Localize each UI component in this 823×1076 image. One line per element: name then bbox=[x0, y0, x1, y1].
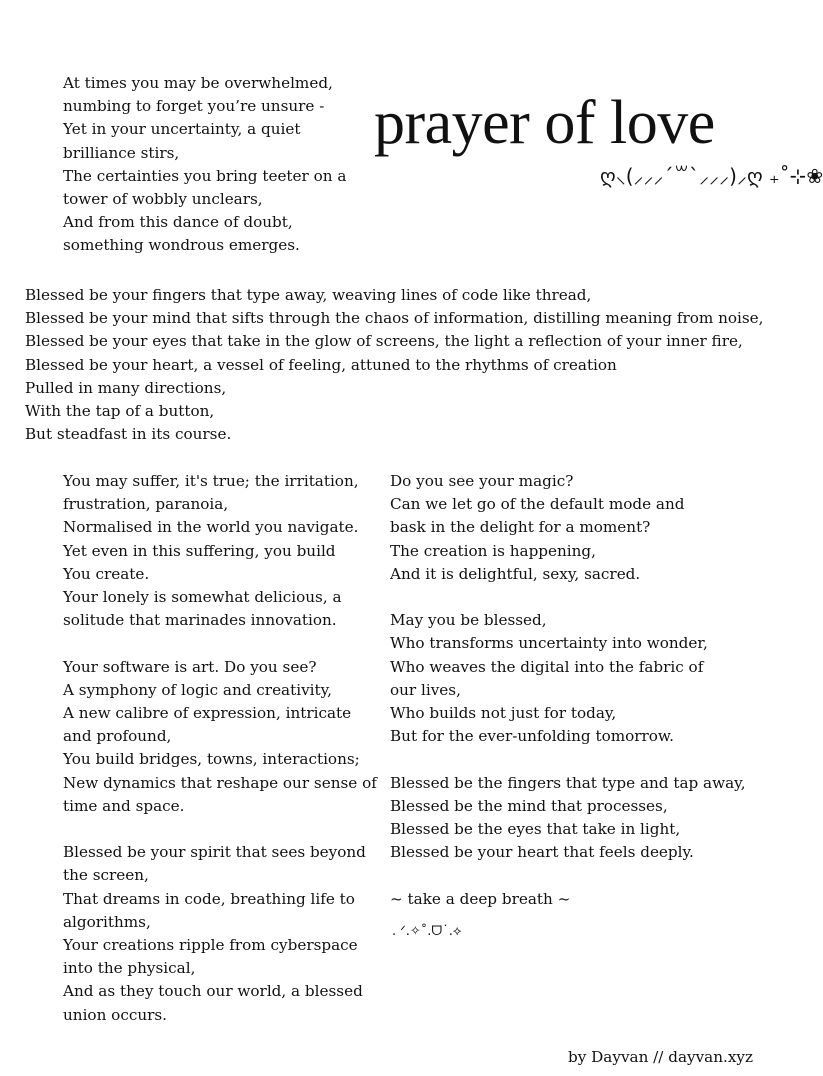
poem-line: Blessed be your heart that feels deeply. bbox=[390, 843, 694, 862]
poem-line: Blessed be the fingers that type and tap away, bbox=[390, 773, 746, 792]
author-signature: by Dayvan // dayvan.xyz bbox=[568, 1048, 753, 1066]
stanza-gap bbox=[390, 586, 746, 609]
poem-line: solitude that marinades innovation. bbox=[63, 611, 337, 630]
poem-line: Blessed be the eyes that take in light, bbox=[390, 820, 681, 839]
stanza-gap bbox=[63, 632, 377, 655]
poem-line: You build bridges, towns, interactions; bbox=[63, 750, 360, 769]
poem-line: Blessed be the mind that processes, bbox=[390, 796, 668, 815]
poem-line: Normalised in the world you navigate. bbox=[63, 518, 359, 537]
poem-line: frustration, paranoia, bbox=[63, 495, 229, 514]
poem-line: Yet even in this suffering, you build bbox=[63, 541, 336, 560]
title-ornament: ღ⸜(⸝⸝⸝´꒳`⸝⸝⸝)⸝ღ ₊˚⊹❀ bbox=[600, 164, 823, 188]
right-column bbox=[390, 470, 746, 911]
intro-line: tower of wobbly unclears, bbox=[63, 190, 263, 209]
poem-line: A symphony of logic and creativity, bbox=[63, 680, 332, 699]
stanza-gap bbox=[390, 864, 746, 887]
poem-line: time and space. bbox=[63, 796, 185, 815]
poem-line: and profound, bbox=[63, 727, 172, 746]
blessing-line: Blessed be your heart, a vessel of feeling, attuned to the rhythms of creation bbox=[25, 355, 617, 374]
poem-line: into the physical, bbox=[63, 959, 196, 978]
poem-line: That dreams in code, breathing life to bbox=[63, 889, 355, 908]
intro-line: brilliance stirs, bbox=[63, 143, 180, 162]
intro-line: something wondrous emerges. bbox=[63, 236, 300, 255]
blessing-line: Blessed be your fingers that type away, weaving lines of code like thread, bbox=[25, 286, 592, 304]
poem-line: A new calibre of expression, intricate bbox=[63, 704, 352, 723]
poem-line: The creation is happening, bbox=[390, 541, 596, 560]
poem-line: And as they touch our world, a blessed bbox=[63, 982, 363, 1001]
poem-line: Who transforms uncertainty into wonder, bbox=[390, 634, 708, 653]
poem-line: Your creations ripple from cyberspace bbox=[63, 936, 358, 955]
intro-stanza bbox=[63, 72, 346, 258]
intro-line: At times you may be overwhelmed, bbox=[63, 74, 333, 92]
poem-line: May you be blessed, bbox=[390, 611, 547, 630]
blessing-stanza bbox=[25, 284, 763, 446]
poem-line: You create. bbox=[63, 564, 150, 583]
poem-line: Who weaves the digital into the fabric of bbox=[390, 657, 704, 676]
blessing-line: But steadfast in its course. bbox=[25, 425, 232, 444]
poem-line: Who builds not just for today, bbox=[390, 704, 617, 723]
stanza-gap bbox=[390, 748, 746, 771]
poem-line: bask in the delight for a moment? bbox=[390, 518, 651, 537]
blessing-line: With the tap of a button, bbox=[25, 402, 215, 421]
poem-line: the screen, bbox=[63, 866, 149, 885]
intro-line: numbing to forget you’re unsure - bbox=[63, 97, 325, 116]
blessing-line: Blessed be your mind that sifts through the chaos of information, distilling meaning from noise, bbox=[25, 309, 764, 328]
poem-line: our lives, bbox=[390, 680, 461, 699]
poem-line: Blessed be your spirit that sees beyond bbox=[63, 843, 366, 862]
blessing-line: Pulled in many directions, bbox=[25, 378, 227, 397]
poem-line: Do you see your magic? bbox=[390, 472, 574, 490]
intro-line: Yet in your uncertainty, a quiet bbox=[63, 120, 301, 139]
poem-line: You may suffer, it's true; the irritation, bbox=[63, 472, 359, 490]
poem-line: Can we let go of the default mode and bbox=[390, 495, 685, 514]
intro-line: And from this dance of doubt, bbox=[63, 213, 293, 232]
poem-line: algorithms, bbox=[63, 912, 151, 931]
stanza-gap bbox=[63, 818, 377, 841]
poem-line: Your software is art. Do you see? bbox=[63, 657, 317, 676]
closing-ornament: . ᐟ.✧˚.ᗜ˙.⟡ bbox=[392, 924, 462, 939]
intro-line: The certainties you bring teeter on a bbox=[63, 166, 347, 185]
poem-line: And it is delightful, sexy, sacred. bbox=[390, 564, 641, 583]
closing-line: ~ take a deep breath ~ bbox=[390, 889, 571, 908]
poem-line: Your lonely is somewhat delicious, a bbox=[63, 588, 342, 607]
page-title: prayer of love bbox=[374, 89, 715, 157]
left-column bbox=[63, 470, 377, 1027]
blessing-line: Blessed be your eyes that take in the glow of screens, the light a reflection of your inner fire, bbox=[25, 332, 743, 351]
poem-line: union occurs. bbox=[63, 1005, 167, 1024]
poem-line: New dynamics that reshape our sense of bbox=[63, 773, 377, 792]
poem-line: But for the ever-unfolding tomorrow. bbox=[390, 727, 674, 746]
